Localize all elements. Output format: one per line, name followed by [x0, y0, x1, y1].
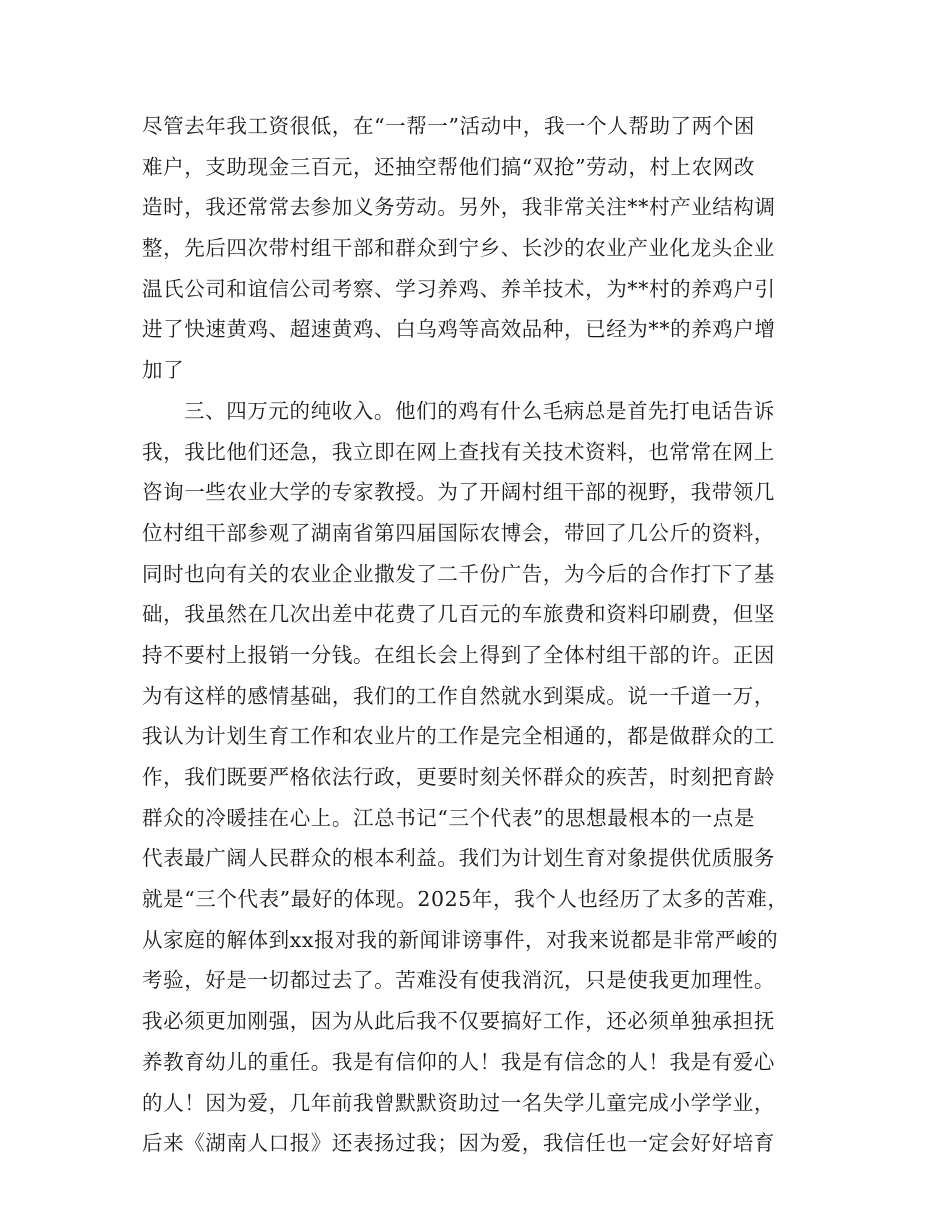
text-line: 我认为计划生育工作和农业片的工作是完全相通的，都是做群众的工 [142, 724, 775, 749]
text-line: 难户，支助现金三百元，还抽空帮他们搞“双抢”劳动，村上农网改 [142, 154, 755, 179]
text-line: 尽管去年我工资很低，在“一帮一”活动中，我一个人帮助了两个困 [142, 114, 755, 138]
text-line: 群众的冷暖挂在心上。江总书记“三个代表”的思想最根本的一点是 [142, 805, 755, 830]
text-line: 我，我比他们还急，我立即在网上查找有关技术资料，也常常在网上 [142, 439, 775, 464]
text-line: 代表最广阔人民群众的根本利益。我们为计划生育对象提供优质服务 [142, 846, 775, 871]
text-line: 础，我虽然在几次出差中花费了几百元的车旅费和资料印刷费，但坚 [142, 602, 775, 627]
text-line: 我必须更加刚强，因为从此后我不仅要搞好工作，还必须单独承担抚 [142, 1009, 775, 1034]
text-line: 持不要村上报销一分钱。在组长会上得到了全体村组干部的许。正因 [142, 642, 775, 667]
text-line: 整，先后四次带村组干部和群众到宁乡、长沙的农业产业化龙头企业 [142, 236, 775, 261]
text-line: 造时，我还常常去参加义务劳动。另外，我非常关注**村产业结构调 [142, 195, 776, 220]
paragraph-start-line: 三、四万元的纯收入。他们的鸡有什么毛病总是首先打电话告诉 [184, 398, 775, 423]
text-line: 咨询一些农业大学的专家教授。为了开阔村组干部的视野，我带领几 [142, 480, 775, 505]
text-line: 作，我们既要严格依法行政，更要时刻关怀群众的疾苦，时刻把育龄 [142, 765, 775, 789]
text-line: 同时也向有关的农业企业撒发了二千份广告，为今后的合作打下了基 [142, 561, 775, 586]
text-line: 养教育幼儿的重任。我是有信仰的人！我是有信念的人！我是有爱心 [142, 1049, 775, 1074]
text-line: 从家庭的解体到xx报对我的新闻诽谤事件，对我来说都是非常严峻的 [142, 927, 779, 952]
text-line: 就是“三个代表”最好的体现。2025年，我个人也经历了太多的苦难， [142, 887, 789, 912]
text-line: 加了 [142, 358, 185, 383]
text-line: 温氏公司和谊信公司考察、学习养鸡、养羊技术，为**村的养鸡户引 [142, 276, 776, 301]
text-line: 考验，好是一切都过去了。苦难没有使我消沉，只是使我更加理性。 [142, 968, 775, 993]
text-line: 位村组干部参观了湖南省第四届国际农博会，带回了几公斤的资料， [142, 520, 775, 545]
text-line: 的人！因为爱，几年前我曾默默资助过一名失学儿童完成小学学业， [142, 1090, 775, 1115]
text-line: 进了快速黄鸡、超速黄鸡、白乌鸡等高效品种，已经为**的养鸡户增 [142, 317, 776, 342]
body-text [142, 106, 810, 1164]
text-line: 为有这样的感情基础，我们的工作自然就水到渠成。说一千道一万， [142, 683, 775, 708]
text-line: 后来《湖南人口报》还表扬过我；因为爱，我信任也一定会好好培育 [142, 1131, 775, 1156]
